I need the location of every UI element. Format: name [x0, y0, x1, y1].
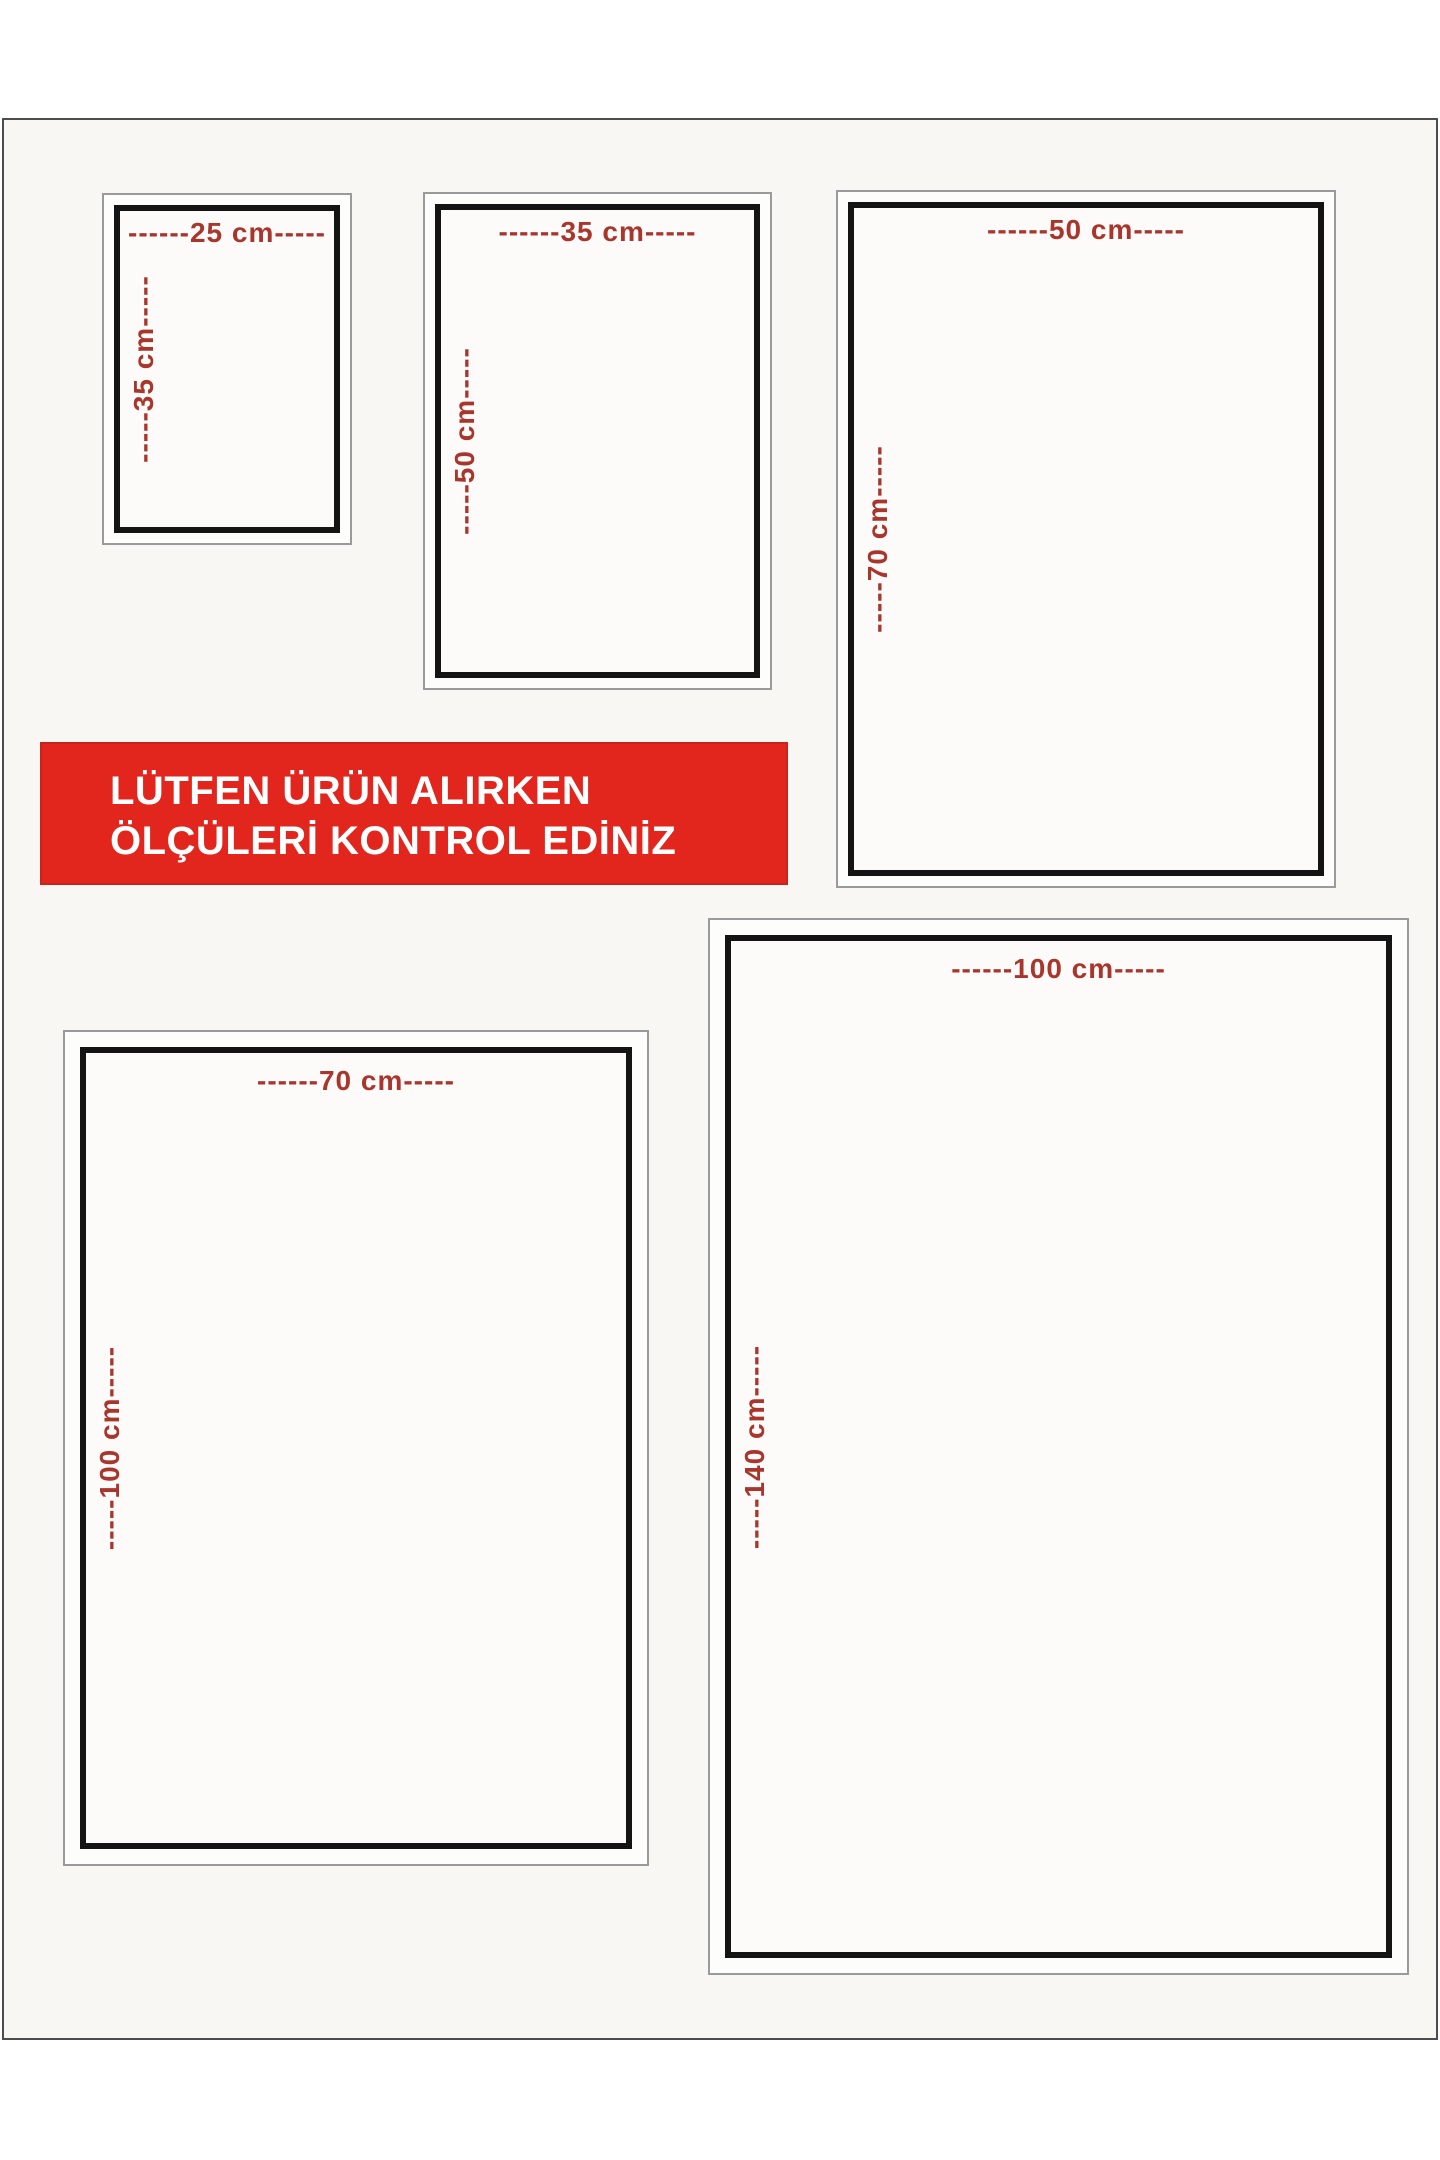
size-box-100x140-inner [725, 935, 1392, 1958]
height-dimension-label-100cm: -----100 cm----- [94, 1345, 125, 1551]
height-dimension-label-50cm: -----50 cm----- [449, 347, 480, 535]
width-dimension-label-70cm: ------70 cm----- [257, 1065, 455, 1096]
size-box-50x70 [836, 190, 1336, 888]
height-dimension-label-35cm: -----35 cm----- [128, 275, 159, 463]
size-box-25x35-inner [114, 205, 340, 533]
size-box-25x35 [102, 193, 352, 545]
width-dimension-label-50cm: ------50 cm----- [987, 214, 1185, 245]
width-dimension-label-35cm: ------35 cm----- [498, 216, 697, 247]
height-dimension-label-140cm: -----140 cm----- [739, 1344, 770, 1549]
size-box-70x100 [63, 1030, 649, 1866]
size-box-35x50 [423, 192, 772, 690]
size-box-70x100-inner [80, 1047, 632, 1849]
width-dimension-label-25cm: ------25 cm----- [128, 217, 326, 248]
warning-banner [40, 742, 788, 885]
size-box-50x70-inner [848, 202, 1324, 876]
size-box-100x140 [708, 918, 1409, 1975]
height-dimension-label-70cm: -----70 cm----- [862, 445, 893, 633]
width-dimension-label-100cm: ------100 cm----- [951, 953, 1166, 984]
size-box-35x50-inner [435, 204, 760, 678]
warning-banner-line1: LÜTFEN ÜRÜN ALIRKEN [110, 769, 592, 813]
warning-banner-line2: ÖLÇÜLERİ KONTROL EDİNİZ [110, 819, 677, 863]
